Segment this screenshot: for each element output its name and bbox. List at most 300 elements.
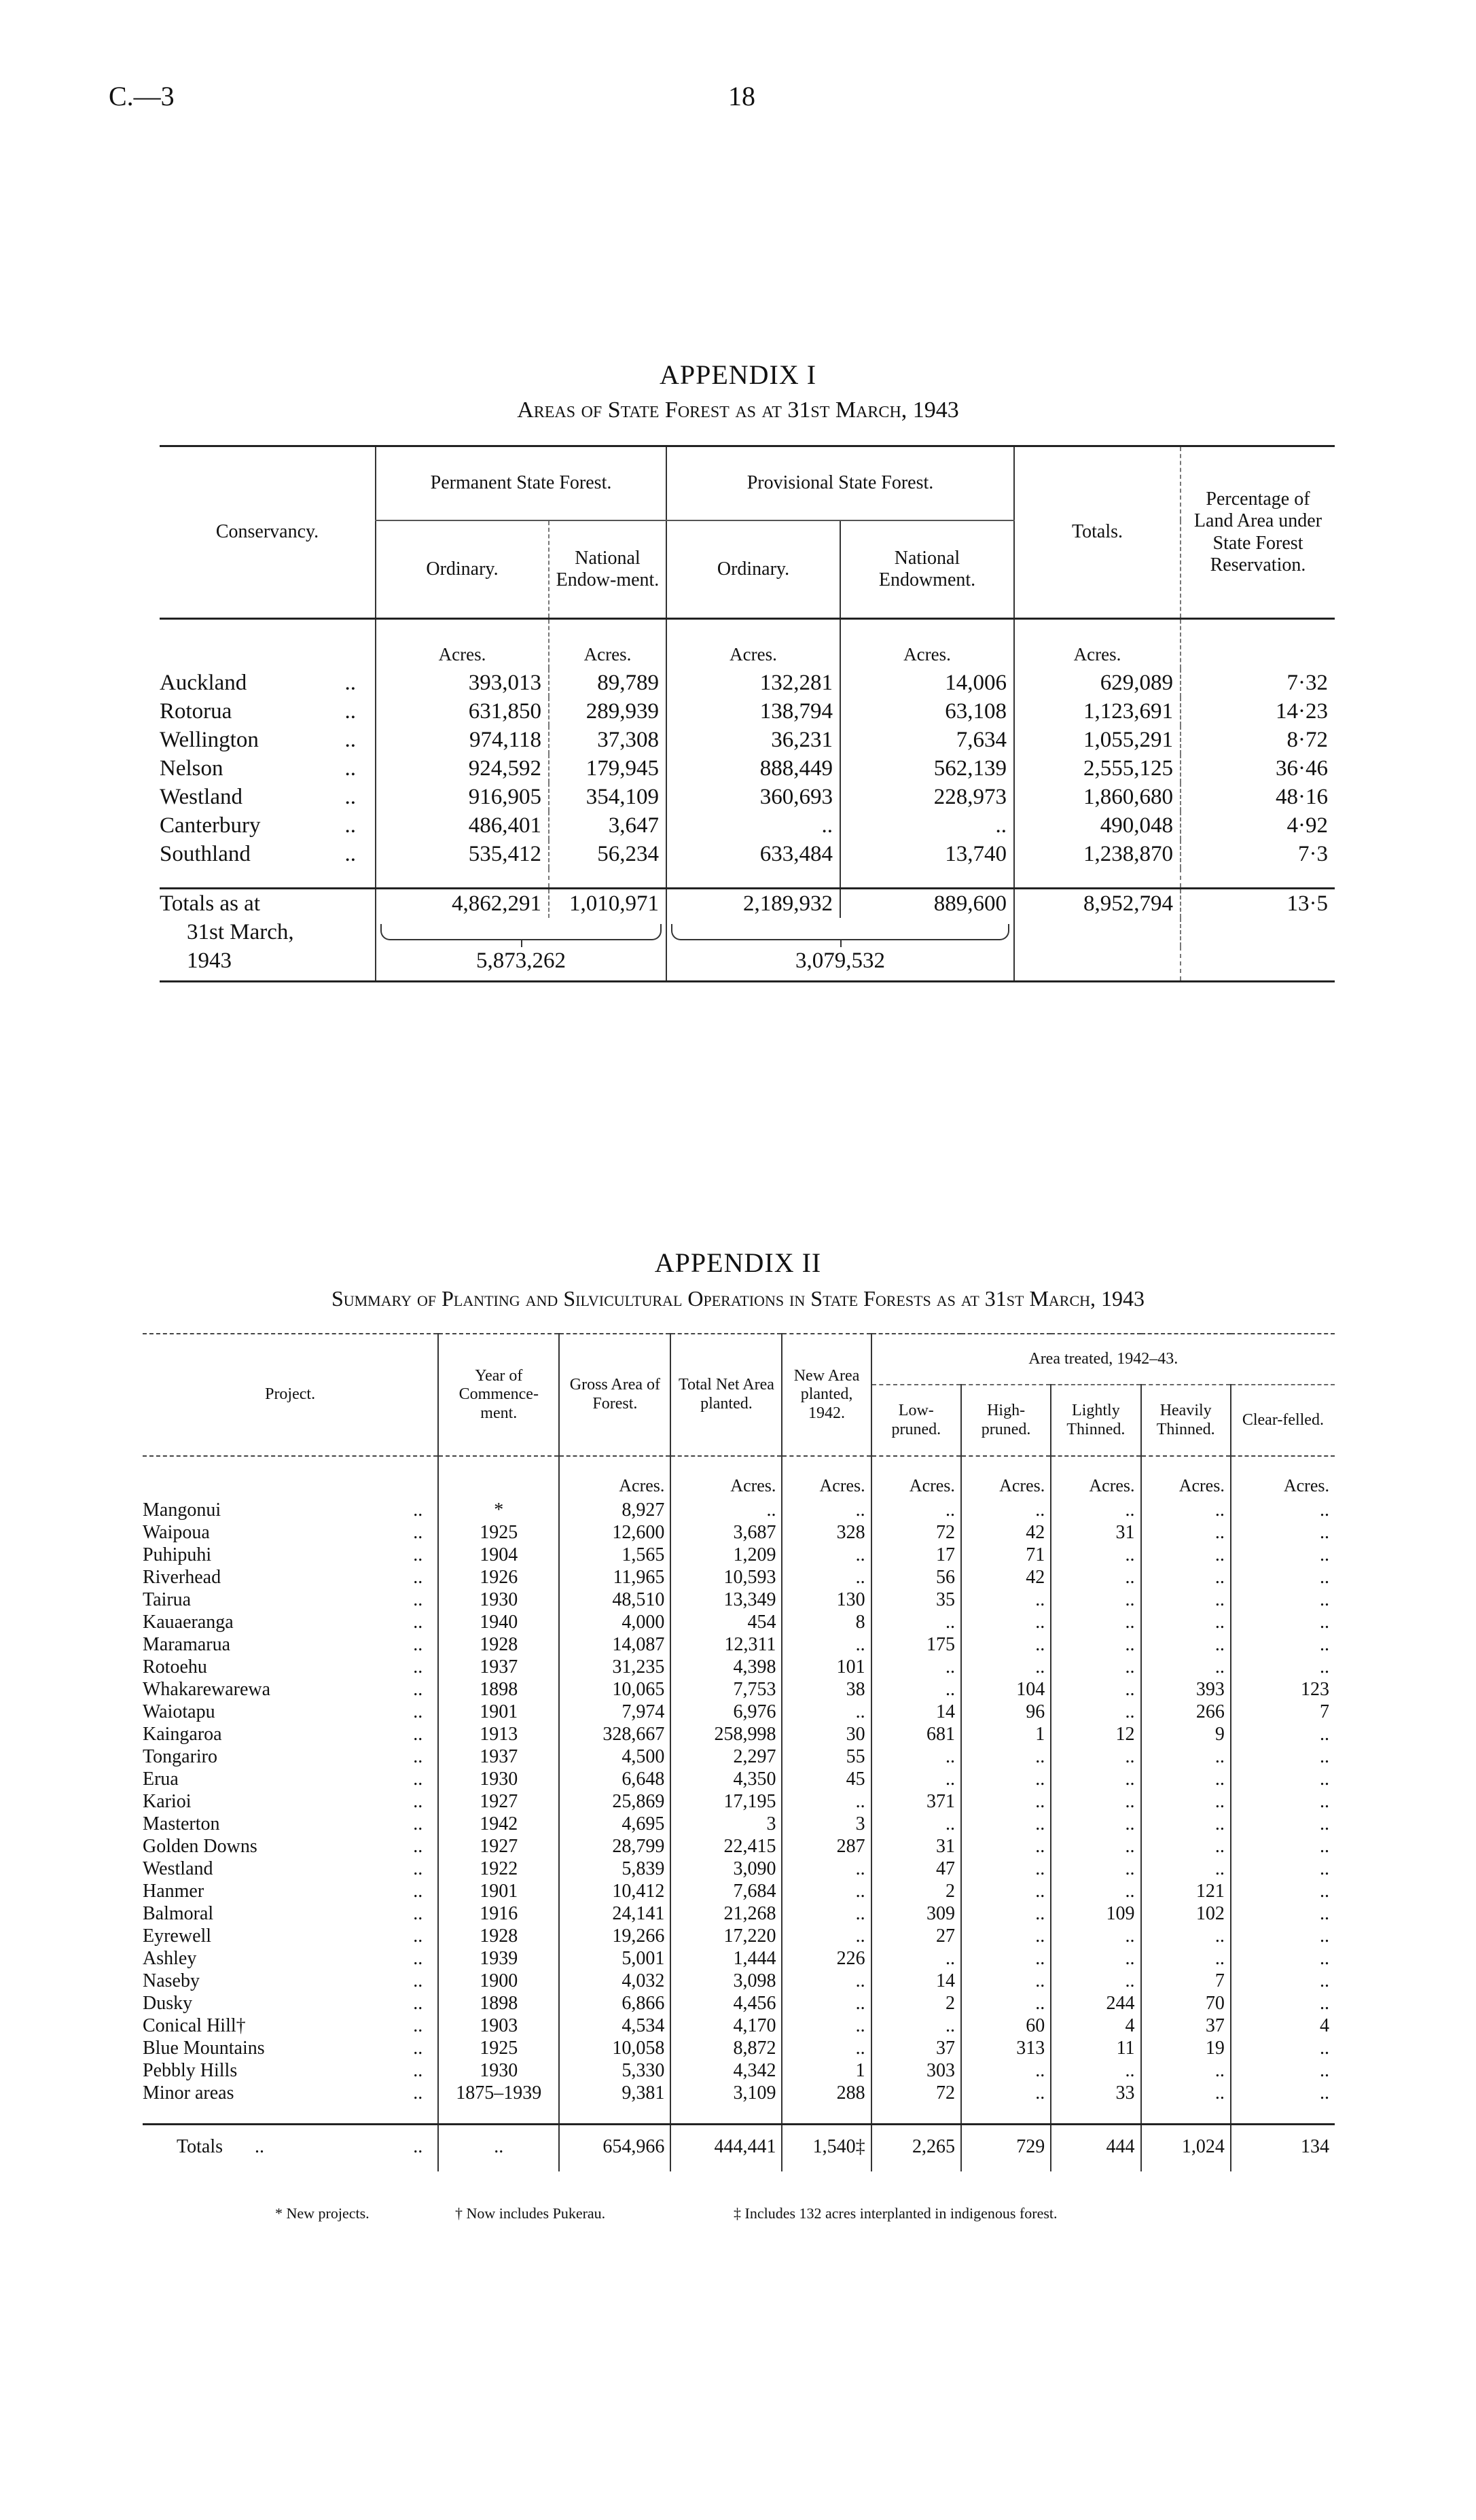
- project-name-text: Conical Hill†: [143, 2015, 246, 2036]
- new-area-planted: 30: [782, 1723, 871, 1745]
- gross-area: 11,965: [559, 1566, 670, 1589]
- clear-felled: ..: [1231, 1633, 1335, 1656]
- low-pruned: ..: [871, 1947, 961, 1970]
- year-of-commencement: 1900: [438, 1970, 559, 1992]
- gross-area: 1,565: [559, 1544, 670, 1566]
- gross-area: 4,000: [559, 1611, 670, 1633]
- permanent-national-endowment: 89,789: [549, 669, 666, 697]
- heavily-thinned: ..: [1141, 2059, 1231, 2082]
- totals-row: [160, 889, 1335, 919]
- unit-label: Acres.: [1051, 1456, 1140, 1499]
- leader-dots: ..: [413, 1791, 423, 1812]
- low-pruned: 14: [871, 1970, 961, 1992]
- permanent-national-endowment: 3,647: [549, 811, 666, 840]
- gross-area: 48,510: [559, 1589, 670, 1611]
- lightly-thinned: ..: [1051, 1701, 1140, 1723]
- project-name: [143, 1858, 438, 1880]
- gross-area: 4,534: [559, 2015, 670, 2037]
- conservancy-name: [160, 811, 376, 840]
- high-pruned: ..: [961, 1947, 1051, 1970]
- clear-felled: ..: [1231, 1723, 1335, 1745]
- leader-dots: ..: [413, 2060, 423, 2081]
- leader-dots: ..: [413, 1544, 423, 1565]
- project-name: [143, 1678, 438, 1701]
- year-of-commencement: 1913: [438, 1723, 559, 1745]
- totals-label-line2: 31st March,: [187, 920, 294, 944]
- project-name: [143, 1521, 438, 1544]
- provisional-ordinary: 138,794: [666, 697, 840, 726]
- high-pruned: 313: [961, 2037, 1051, 2059]
- unit-label: Acres.: [961, 1456, 1051, 1499]
- leader-dots: ..: [413, 2136, 423, 2157]
- percentage: 14·23: [1181, 697, 1335, 726]
- project-name-text: Kauaeranga: [143, 1612, 234, 1633]
- total: 1,055,291: [1014, 726, 1181, 754]
- totals-gross-area: 654,966: [559, 2125, 670, 2172]
- project-name: [143, 1835, 438, 1858]
- lightly-thinned: ..: [1051, 1633, 1140, 1656]
- year-of-commencement: 1940: [438, 1611, 559, 1633]
- project-name-text: Kaingaroa: [143, 1724, 222, 1745]
- clear-felled: ..: [1231, 1858, 1335, 1880]
- project-name: [143, 2082, 438, 2104]
- unit-label: Acres.: [670, 1456, 782, 1499]
- permanent-ordinary: 486,401: [376, 811, 549, 840]
- totals-permanent-national-endowment: 1,010,971: [549, 889, 666, 919]
- high-pruned: ..: [961, 1589, 1051, 1611]
- provisional-national-endowment: 13,740: [840, 840, 1014, 868]
- clear-felled: ..: [1231, 1589, 1335, 1611]
- provisional-brace: [671, 924, 1009, 940]
- provisional-ordinary: 633,484: [666, 840, 840, 868]
- lightly-thinned: ..: [1051, 1656, 1140, 1678]
- gross-area: 25,869: [559, 1790, 670, 1813]
- totals-grand-total: 8,952,794: [1014, 889, 1181, 919]
- leader-dots: ..: [413, 1993, 423, 2014]
- low-pruned: ..: [871, 2015, 961, 2037]
- low-pruned: 47: [871, 1858, 961, 1880]
- clear-felled: 123: [1231, 1678, 1335, 1701]
- project-name: [143, 1701, 438, 1723]
- total-net-area: 1,209: [670, 1544, 782, 1566]
- heavily-thinned: ..: [1141, 1858, 1231, 1880]
- lightly-thinned: ..: [1051, 1678, 1140, 1701]
- clear-felled: ..: [1231, 1745, 1335, 1768]
- totals-brace-row: [160, 918, 1335, 946]
- permanent-ordinary: 974,118: [376, 726, 549, 754]
- year-of-commencement: 1901: [438, 1701, 559, 1723]
- project-row: [143, 1992, 1335, 2015]
- header-project: Project.: [143, 1334, 438, 1456]
- project-name: [143, 1902, 438, 1925]
- header-permanent-national-endowment: National Endow-ment.: [549, 520, 666, 619]
- year-of-commencement: 1898: [438, 1678, 559, 1701]
- gross-area: 6,866: [559, 1992, 670, 2015]
- year-of-commencement: 1939: [438, 1947, 559, 1970]
- totals-clear-felled: 134: [1231, 2125, 1335, 2172]
- combined-totals-row: [160, 946, 1335, 982]
- total-net-area: 3,687: [670, 1521, 782, 1544]
- low-pruned: ..: [871, 1678, 961, 1701]
- header-gross-area: Gross Area of Forest.: [559, 1334, 670, 1456]
- new-area-planted: 8: [782, 1611, 871, 1633]
- clear-felled: ..: [1231, 1813, 1335, 1835]
- lightly-thinned: 11: [1051, 2037, 1140, 2059]
- year-of-commencement: 1922: [438, 1858, 559, 1880]
- permanent-national-endowment: 289,939: [549, 697, 666, 726]
- leader-dots: ..: [413, 1903, 423, 1924]
- project-row: [143, 1723, 1335, 1745]
- heavily-thinned: ..: [1141, 1925, 1231, 1947]
- project-name: [143, 1880, 438, 1902]
- total-net-area: 22,415: [670, 1835, 782, 1858]
- gross-area: 328,667: [559, 1723, 670, 1745]
- project-row: [143, 2037, 1335, 2059]
- conservancy-row: [160, 726, 1335, 754]
- new-area-planted: 1: [782, 2059, 871, 2082]
- project-name-text: Puhipuhi: [143, 1544, 212, 1565]
- clear-felled: ..: [1231, 2082, 1335, 2104]
- conservancy-name-text: Rotorua: [160, 699, 232, 724]
- units-row: [143, 1456, 1335, 1499]
- unit-label: Acres.: [666, 619, 840, 669]
- header-year-of-commencement: Year of Commence-ment.: [438, 1334, 559, 1456]
- leader-dots: ..: [344, 671, 356, 695]
- project-name-text: Mangonui: [143, 1499, 221, 1521]
- total: 1,860,680: [1014, 783, 1181, 811]
- project-row: [143, 1589, 1335, 1611]
- footnote-interplanted: ‡ Includes 132 acres interplanted in indigenous forest.: [734, 2205, 1058, 2222]
- totals-percentage: 13·5: [1181, 889, 1335, 919]
- project-row: [143, 1745, 1335, 1768]
- totals-new-area: 1,540‡: [782, 2125, 871, 2172]
- conservancy-name: [160, 726, 376, 754]
- project-name: [143, 1925, 438, 1947]
- new-area-planted: ..: [782, 1544, 871, 1566]
- new-area-planted: 287: [782, 1835, 871, 1858]
- clear-felled: ..: [1231, 1521, 1335, 1544]
- gross-area: 4,500: [559, 1745, 670, 1768]
- appendix2-subtitle: Summary of Planting and Silvicultural Operations in State Forests as at 31st March, 1943: [331, 1286, 1145, 1311]
- lightly-thinned: ..: [1051, 1925, 1140, 1947]
- project-row: [143, 1678, 1335, 1701]
- clear-felled: ..: [1231, 1790, 1335, 1813]
- project-name-text: Ashley: [143, 1948, 197, 1969]
- year-of-commencement: 1927: [438, 1835, 559, 1858]
- conservancy-name: [160, 697, 376, 726]
- totals-low-pruned: 2,265: [871, 2125, 961, 2172]
- totals-year: ..: [438, 2125, 559, 2172]
- heavily-thinned: ..: [1141, 1768, 1231, 1790]
- project-row: [143, 1902, 1335, 1925]
- high-pruned: ..: [961, 1970, 1051, 1992]
- heavily-thinned: ..: [1141, 1544, 1231, 1566]
- project-name-text: Westland: [143, 1858, 213, 1879]
- lightly-thinned: ..: [1051, 1589, 1140, 1611]
- high-pruned: 42: [961, 1566, 1051, 1589]
- totals-heavily-thinned: 1,024: [1141, 2125, 1231, 2172]
- heavily-thinned: 70: [1141, 1992, 1231, 2015]
- permanent-ordinary: 631,850: [376, 697, 549, 726]
- leader-dots: ..: [413, 1499, 423, 1521]
- year-of-commencement: 1925: [438, 2037, 559, 2059]
- gross-area: 5,839: [559, 1858, 670, 1880]
- unit-label: Acres.: [376, 619, 549, 669]
- clear-felled: ..: [1231, 1992, 1335, 2015]
- heavily-thinned: 7: [1141, 1970, 1231, 1992]
- project-name: [143, 1790, 438, 1813]
- high-pruned: 42: [961, 1521, 1051, 1544]
- heavily-thinned: ..: [1141, 1611, 1231, 1633]
- clear-felled: ..: [1231, 1880, 1335, 1902]
- project-name: [143, 1566, 438, 1589]
- gross-area: 10,065: [559, 1678, 670, 1701]
- new-area-planted: ..: [782, 2015, 871, 2037]
- lightly-thinned: ..: [1051, 1835, 1140, 1858]
- totals-provisional-national-endowment: 889,600: [840, 889, 1014, 919]
- lightly-thinned: ..: [1051, 1813, 1140, 1835]
- gross-area: 4,032: [559, 1970, 670, 1992]
- lightly-thinned: ..: [1051, 1745, 1140, 1768]
- heavily-thinned: ..: [1141, 1745, 1231, 1768]
- project-name: [143, 1499, 438, 1521]
- new-area-planted: ..: [782, 1499, 871, 1521]
- project-name: [143, 1768, 438, 1790]
- project-name-text: Golden Downs: [143, 1836, 257, 1857]
- project-row: [143, 1925, 1335, 1947]
- total-net-area: 8,872: [670, 2037, 782, 2059]
- conservancy-row: [160, 669, 1335, 697]
- high-pruned: ..: [961, 1633, 1051, 1656]
- total: 629,089: [1014, 669, 1181, 697]
- new-area-planted: 38: [782, 1678, 871, 1701]
- total-net-area: 13,349: [670, 1589, 782, 1611]
- clear-felled: ..: [1231, 1947, 1335, 1970]
- clear-felled: ..: [1231, 1656, 1335, 1678]
- total-net-area: 4,170: [670, 2015, 782, 2037]
- project-name-text: Waiotapu: [143, 1701, 215, 1722]
- project-name-text: Tongariro: [143, 1746, 218, 1767]
- high-pruned: ..: [961, 1835, 1051, 1858]
- leader-dots: ..: [413, 1522, 423, 1543]
- unit-label: Acres.: [1014, 619, 1181, 669]
- gross-area: 9,381: [559, 2082, 670, 2104]
- project-row: [143, 1880, 1335, 1902]
- year-of-commencement: 1904: [438, 1544, 559, 1566]
- clear-felled: ..: [1231, 2037, 1335, 2059]
- percentage: 8·72: [1181, 726, 1335, 754]
- low-pruned: 303: [871, 2059, 961, 2082]
- leader-dots: ..: [413, 1769, 423, 1790]
- low-pruned: 175: [871, 1633, 961, 1656]
- lightly-thinned: ..: [1051, 1790, 1140, 1813]
- leader-dots: ..: [413, 1589, 423, 1610]
- clear-felled: 4: [1231, 2015, 1335, 2037]
- leader-dots: ..: [413, 1701, 423, 1722]
- leader-dots: ..: [344, 756, 356, 781]
- leader-dots: ..: [413, 1813, 423, 1834]
- year-of-commencement: 1926: [438, 1566, 559, 1589]
- permanent-national-endowment: 179,945: [549, 754, 666, 783]
- clear-felled: ..: [1231, 2059, 1335, 2082]
- lightly-thinned: ..: [1051, 1499, 1140, 1521]
- gross-area: 19,266: [559, 1925, 670, 1947]
- totals-high-pruned: 729: [961, 2125, 1051, 2172]
- project-name-text: Masterton: [143, 1813, 220, 1834]
- lightly-thinned: ..: [1051, 1947, 1140, 1970]
- high-pruned: ..: [961, 1902, 1051, 1925]
- unit-label: Acres.: [1231, 1456, 1335, 1499]
- low-pruned: 2: [871, 1880, 961, 1902]
- heavily-thinned: ..: [1141, 2082, 1231, 2104]
- new-area-planted: ..: [782, 1790, 871, 1813]
- total-net-area: ..: [670, 1499, 782, 1521]
- high-pruned: 1: [961, 1723, 1051, 1745]
- project-name-text: Karioi: [143, 1791, 192, 1812]
- page-number: 18: [728, 81, 755, 111]
- new-area-planted: 55: [782, 1745, 871, 1768]
- high-pruned: 104: [961, 1678, 1051, 1701]
- lightly-thinned: ..: [1051, 1880, 1140, 1902]
- gross-area: 28,799: [559, 1835, 670, 1858]
- conservancy-name-text: Nelson: [160, 756, 223, 781]
- leader-dots: ..: [413, 2082, 423, 2104]
- project-name: [143, 1544, 438, 1566]
- project-name: [143, 1813, 438, 1835]
- total-net-area: 2,297: [670, 1745, 782, 1768]
- heavily-thinned: 102: [1141, 1902, 1231, 1925]
- high-pruned: ..: [961, 1499, 1051, 1521]
- percentage: 4·92: [1181, 811, 1335, 840]
- project-name: [143, 1656, 438, 1678]
- heavily-thinned: ..: [1141, 1521, 1231, 1544]
- clear-felled: ..: [1231, 1499, 1335, 1521]
- project-name: [143, 2037, 438, 2059]
- project-name-text: Erua: [143, 1769, 179, 1790]
- total-net-area: 17,195: [670, 1790, 782, 1813]
- project-name: [143, 2015, 438, 2037]
- provisional-ordinary: 36,231: [666, 726, 840, 754]
- low-pruned: ..: [871, 1611, 961, 1633]
- lightly-thinned: 33: [1051, 2082, 1140, 2104]
- high-pruned: ..: [961, 1813, 1051, 1835]
- project-name: [143, 1947, 438, 1970]
- lightly-thinned: 31: [1051, 1521, 1140, 1544]
- header-heavily-thinned: Heavily Thinned.: [1141, 1385, 1231, 1456]
- low-pruned: ..: [871, 1745, 961, 1768]
- leader-dots: ..: [413, 1656, 423, 1678]
- conservancy-name-text: Southland: [160, 842, 251, 866]
- gross-area: 10,412: [559, 1880, 670, 1902]
- provisional-ordinary: 888,449: [666, 754, 840, 783]
- permanent-national-endowment: 354,109: [549, 783, 666, 811]
- header-clear-felled: Clear-felled.: [1231, 1385, 1335, 1456]
- conservancy-row: [160, 840, 1335, 868]
- project-row: [143, 1768, 1335, 1790]
- totals-lightly-thinned: 444: [1051, 2125, 1140, 2172]
- new-area-planted: 130: [782, 1589, 871, 1611]
- heavily-thinned: 393: [1141, 1678, 1231, 1701]
- year-of-commencement: 1916: [438, 1902, 559, 1925]
- new-area-planted: ..: [782, 1880, 871, 1902]
- unit-label: Acres.: [559, 1456, 670, 1499]
- conservancy-name-text: Wellington: [160, 728, 259, 752]
- total-net-area: 454: [670, 1611, 782, 1633]
- provisional-national-endowment: 228,973: [840, 783, 1014, 811]
- year-of-commencement: 1937: [438, 1656, 559, 1678]
- project-name-text: Dusky: [143, 1993, 193, 2014]
- project-row: [143, 2082, 1335, 2104]
- permanent-ordinary: 916,905: [376, 783, 549, 811]
- heavily-thinned: ..: [1141, 1633, 1231, 1656]
- project-row: [143, 1813, 1335, 1835]
- project-name-text: Blue Mountains: [143, 2038, 265, 2059]
- year-of-commencement: 1903: [438, 2015, 559, 2037]
- gross-area: 31,235: [559, 1656, 670, 1678]
- total-net-area: 7,753: [670, 1678, 782, 1701]
- appendix1-subtitle: Areas of State Forest as at 31st March, 1943: [517, 397, 959, 423]
- header-provisional-national-endowment: National Endowment.: [840, 520, 1014, 619]
- low-pruned: 72: [871, 1521, 961, 1544]
- provisional-combined-total: 3,079,532: [666, 946, 1014, 982]
- project-row: [143, 1858, 1335, 1880]
- low-pruned: 2: [871, 1992, 961, 2015]
- total-net-area: 3,109: [670, 2082, 782, 2104]
- leader-dots: ..: [413, 1836, 423, 1857]
- clear-felled: ..: [1231, 1611, 1335, 1633]
- footnote-pukerau: † Now includes Pukerau.: [455, 2205, 606, 2222]
- total-net-area: 4,398: [670, 1656, 782, 1678]
- lightly-thinned: ..: [1051, 1544, 1140, 1566]
- high-pruned: ..: [961, 1768, 1051, 1790]
- leader-dots: ..: [344, 813, 356, 838]
- leader-dots: ..: [413, 1858, 423, 1879]
- low-pruned: 17: [871, 1544, 961, 1566]
- project-row: [143, 1970, 1335, 1992]
- provisional-national-endowment: 7,634: [840, 726, 1014, 754]
- low-pruned: 681: [871, 1723, 961, 1745]
- project-name: [143, 2059, 438, 2082]
- total-net-area: 4,342: [670, 2059, 782, 2082]
- lightly-thinned: ..: [1051, 1611, 1140, 1633]
- header-conservancy: Conservancy.: [160, 446, 376, 619]
- project-row: [143, 1566, 1335, 1589]
- low-pruned: ..: [871, 1656, 961, 1678]
- low-pruned: 72: [871, 2082, 961, 2104]
- totals-provisional-ordinary: 2,189,932: [666, 889, 840, 919]
- year-of-commencement: 1930: [438, 1768, 559, 1790]
- project-row: [143, 2015, 1335, 2037]
- heavily-thinned: 266: [1141, 1701, 1231, 1723]
- project-name: [143, 1970, 438, 1992]
- provisional-ordinary: ..: [666, 811, 840, 840]
- year-of-commencement: 1927: [438, 1790, 559, 1813]
- total-net-area: 3: [670, 1813, 782, 1835]
- heavily-thinned: 121: [1141, 1880, 1231, 1902]
- provisional-national-endowment: 562,139: [840, 754, 1014, 783]
- footnote-new-projects: * New projects.: [275, 2205, 370, 2222]
- totals-label: [143, 2125, 438, 2172]
- low-pruned: 371: [871, 1790, 961, 1813]
- project-row: [143, 1611, 1335, 1633]
- project-name-text: Whakarewarewa: [143, 1679, 271, 1700]
- high-pruned: ..: [961, 2082, 1051, 2104]
- low-pruned: 35: [871, 1589, 961, 1611]
- project-name-text: Tairua: [143, 1589, 192, 1610]
- low-pruned: 27: [871, 1925, 961, 1947]
- heavily-thinned: ..: [1141, 1835, 1231, 1858]
- project-row: [143, 1835, 1335, 1858]
